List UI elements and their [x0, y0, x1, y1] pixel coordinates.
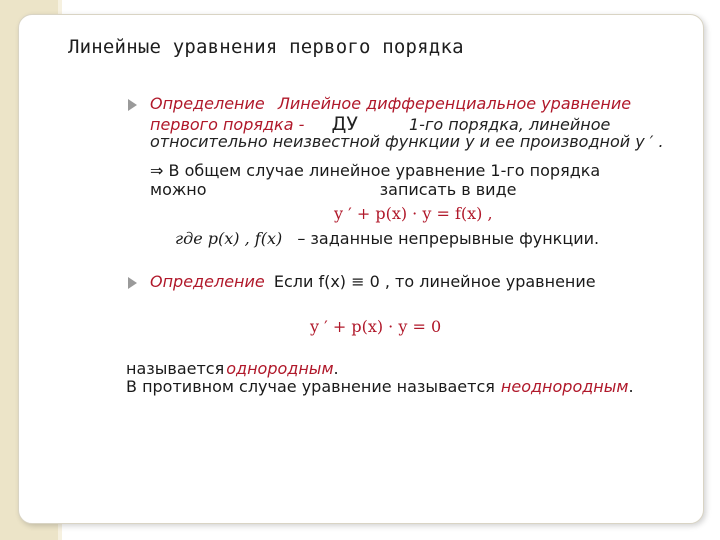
slide-title: Линейные уравнения первого порядка	[68, 36, 464, 58]
called-text: называется	[126, 359, 225, 378]
called-line2	[126, 377, 634, 396]
def1-line2-b: 1-го порядка, линейное	[409, 115, 611, 134]
implies-arrow-icon: ⇒	[150, 161, 164, 180]
where-desc: – заданные непрерывные функции.	[297, 229, 600, 248]
def1-label: Определение	[150, 94, 265, 113]
general-line1	[150, 161, 600, 180]
def1-line3-text: относительно неизвестной функции y и ее производной y ′ .	[150, 132, 664, 151]
content-frame	[18, 14, 704, 524]
homogeneous-word: однородным	[226, 359, 334, 378]
def1-line2-a: первого порядка -	[150, 115, 305, 134]
where-line	[175, 229, 599, 248]
formula-homogeneous: y ′ + p(x) · y = 0	[310, 317, 442, 336]
general-text2a: можно	[150, 180, 207, 199]
def1-line1	[150, 94, 631, 113]
inhomogeneous-word: неоднородным	[500, 377, 629, 396]
general-text1: В общем случае линейное уравнение 1-го порядка	[168, 161, 601, 180]
def2-line	[150, 272, 596, 291]
called-dot: .	[333, 359, 339, 378]
called-line1	[126, 359, 339, 378]
general-line2	[150, 180, 516, 199]
def1-line3	[150, 132, 664, 151]
def2-text: Если f(x) ≡ 0 , то линейное уравнение	[273, 272, 596, 291]
def1-line1-rest: Линейное дифференциальное уравнение	[277, 94, 632, 113]
otherwise-text: В противном случае уравнение называется	[126, 377, 495, 396]
def1-du: ДУ	[331, 113, 358, 135]
bullet-arrow-icon	[128, 277, 137, 289]
where-functions: где p(x) , f(x)	[175, 229, 283, 248]
def2-label: Определение	[150, 272, 265, 291]
bullet-arrow-icon	[128, 99, 137, 111]
general-text2b: записать в виде	[379, 180, 517, 199]
formula-general: y ′ + p(x) · y = f(x) ,	[334, 204, 493, 223]
called-dot2: .	[628, 377, 634, 396]
